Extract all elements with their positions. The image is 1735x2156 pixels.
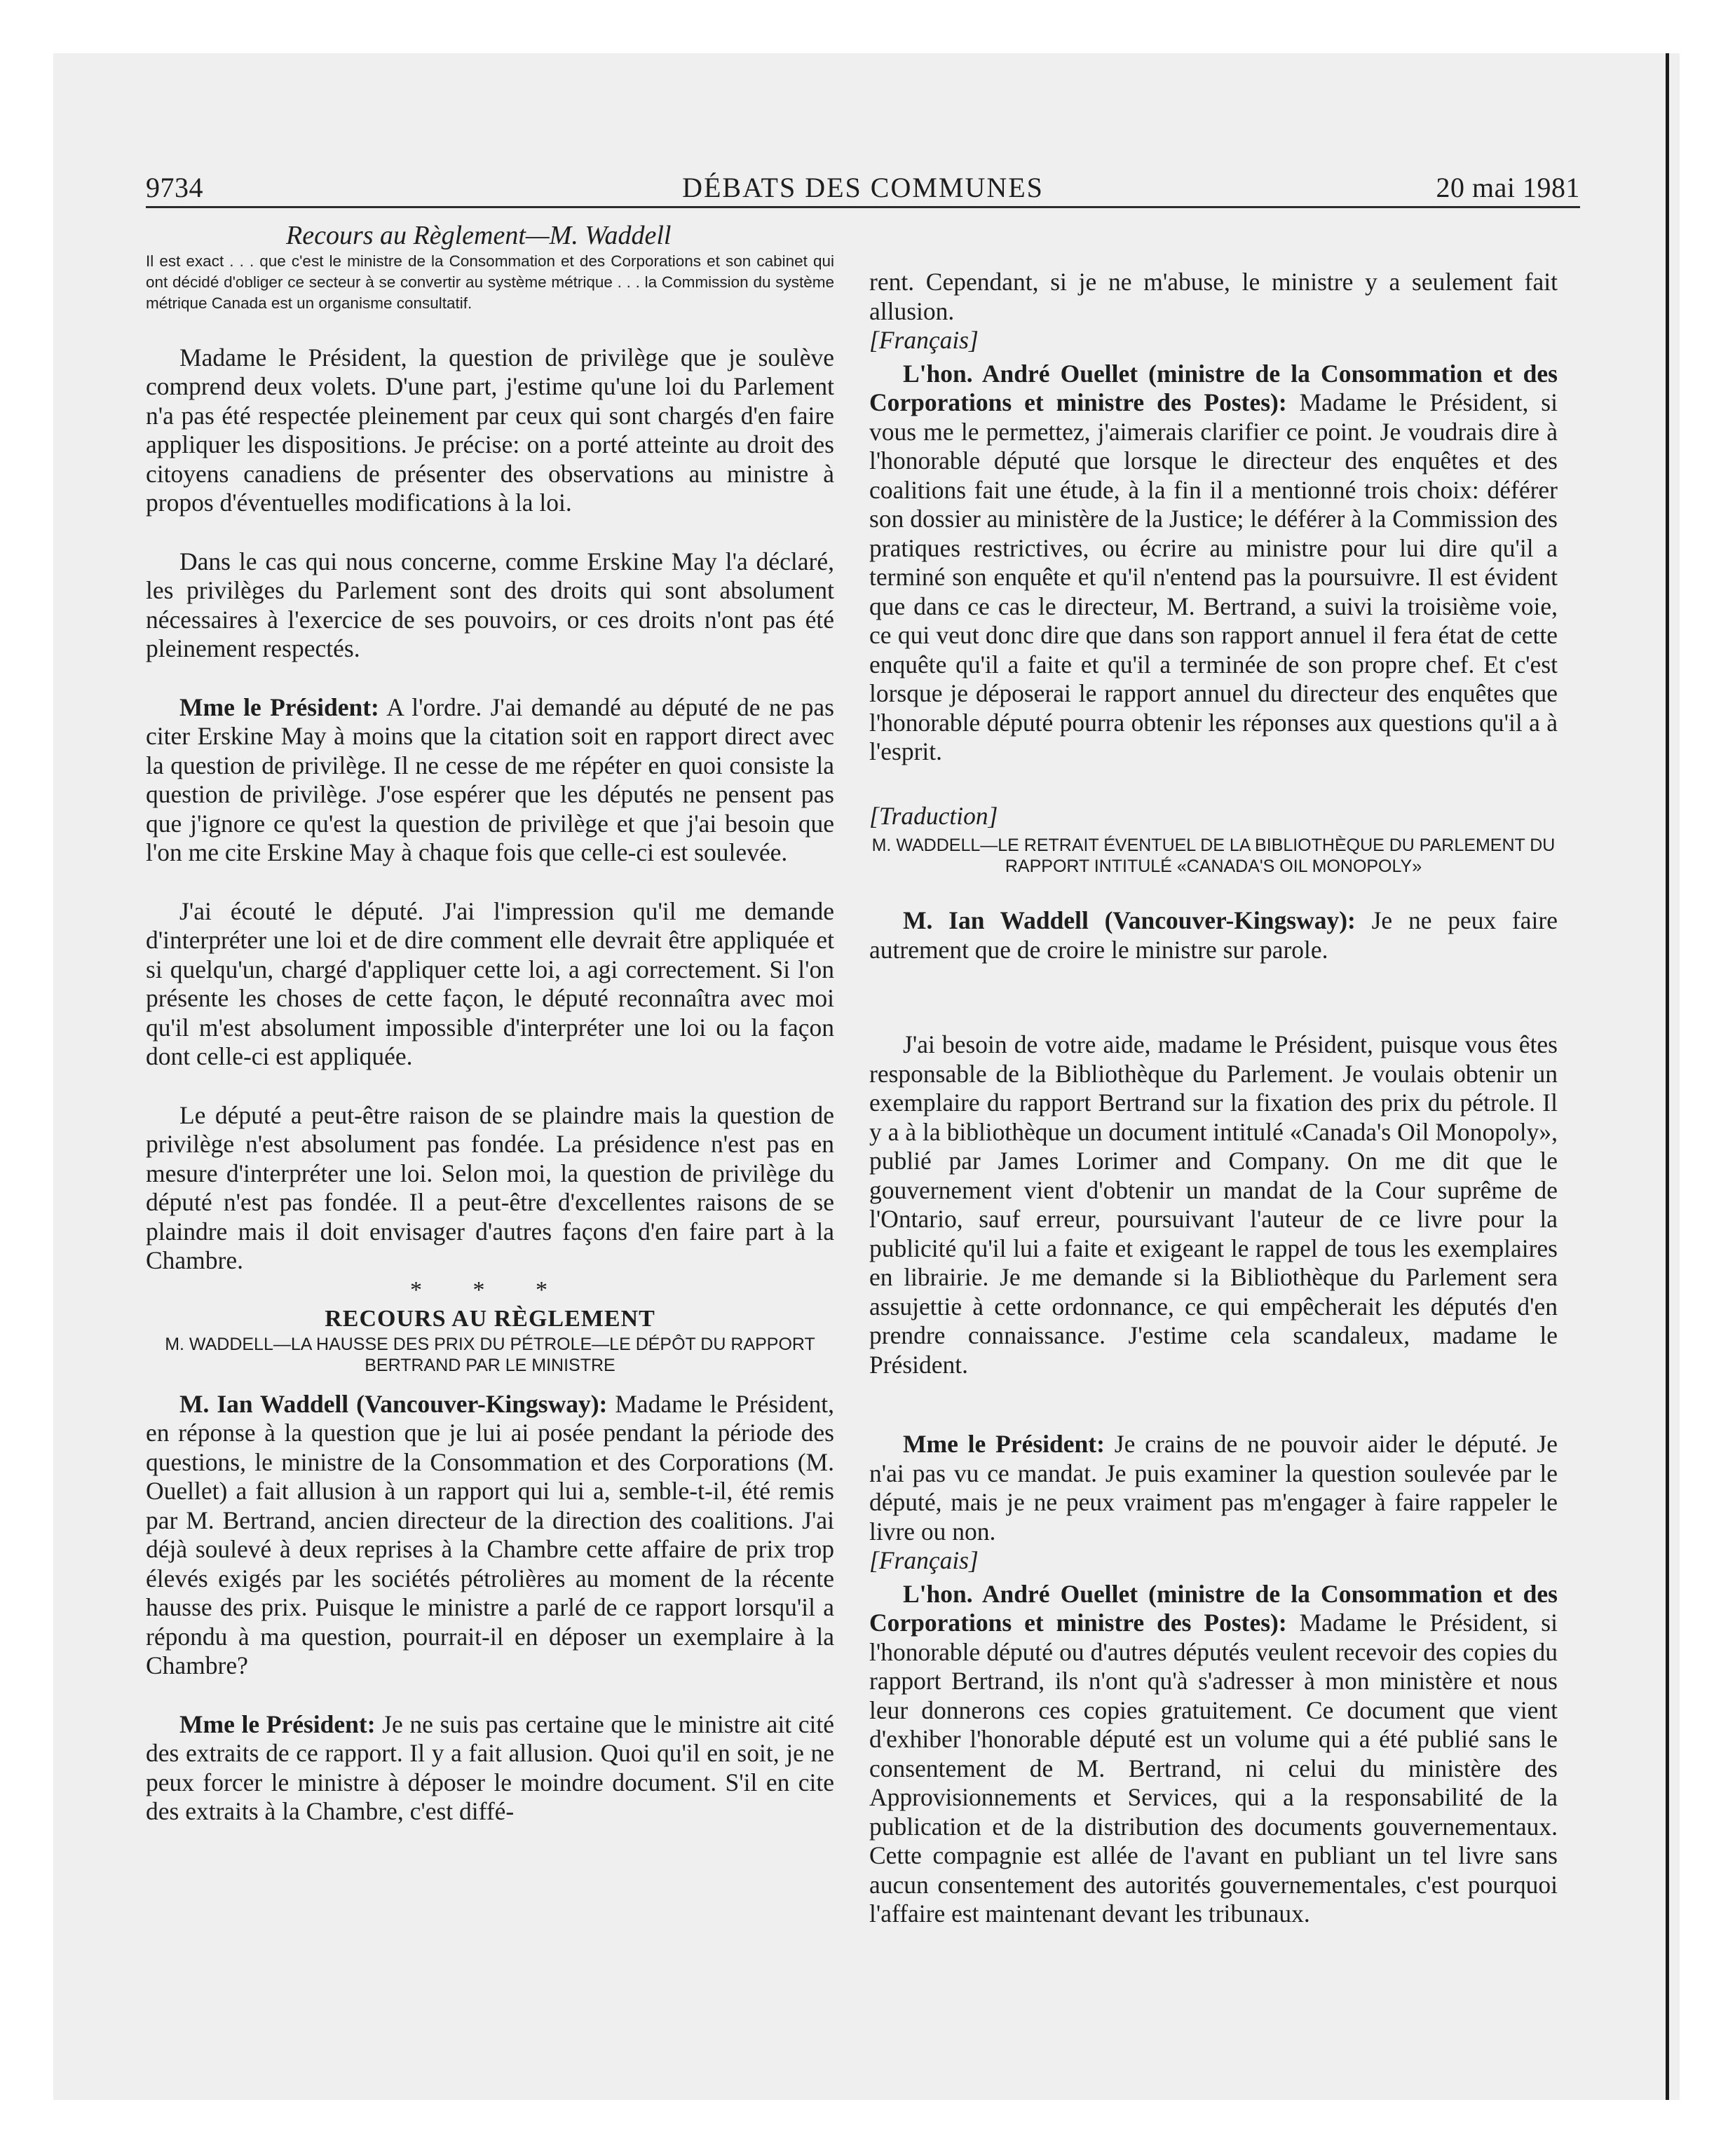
speaker-name: Mme le Président: <box>903 1430 1105 1458</box>
paragraph: Madame le Président, la question de privilège que je soulève comprend deux volets. D'une part, j'estime qu'une loi du Parlement n'a pas été respectée pleinement par ceux qui sont chargés d'en faire appliquer les dispositions. Je précise: on a porté atteinte au droit des citoyens canadiens de présenter des observations au ministre à propos d'éventuelles modifications à la loi. <box>146 343 834 517</box>
paragraph: Dans le cas qui nous concerne, comme Erskine May l'a déclaré, les privilèges du Parlement sont des droits qui sont absolument nécessaires à l'exercice de ses pouvoirs, or ces droits n'ont pas été pleinement respectés. <box>146 547 834 662</box>
paragraph: Le député a peut-être raison de se plaindre mais la question de privilège n'est absolument pas fondée. La présidence n'est pas en mesure d'interpréter une loi. Selon moi, la question de privilège du député n'est pas fondée. Il a peut-être d'excellentes raisons de se plaindre mais il doit envisager d'autres façons d'en faire part à la Chambre. <box>146 1100 834 1274</box>
speaker-name: L'hon. André Ouellet (ministre de la Consommation et des Corporations et ministre des Postes): <box>869 359 1558 416</box>
speech-text: Madame le Président, si vous me le permettez, j'aimerais clarifier ce point. Je voudrais dire à l'honorable député que lorsque le directeur des enquêtes et des coalitions fait une étude, à la fin il a mentionné trois choix: déférer son dossier au ministère de la Justice; le déférer à la Commission des pratiques restrictives, ou écrire au ministre pour lui dire qu'il a terminé son enquête et qu'il n'entend pas la poursuivre. Il est évident que dans ce cas le directeur, M. Bertrand, a suivi la troisième voie, ce qui veut donc dire que dans son rapport annuel il fera état de cette enquête qu'il a faite et qu'il a terminée de son propre chef. Et c'est lorsque je déposerai le rapport annuel du directeur des enquêtes que l'honorable député pourra obtenir les réponses aux questions qu'il a à l'esprit. <box>869 388 1558 765</box>
paragraph <box>146 1390 834 1681</box>
paragraph <box>869 1580 1558 1929</box>
speech-text: Je ne peux faire autrement que de croire le ministre sur parole. <box>869 906 1558 964</box>
page-header <box>146 171 1580 206</box>
speaker-name: M. Ian Waddell (Vancouver-Kingsway): <box>179 1389 608 1418</box>
page-edge-rule <box>1666 53 1669 2100</box>
paragraph <box>146 1710 834 1827</box>
subheading: M. WADDELL—LE RETRAIT ÉVENTUEL DE LA BIBLIOTHÈQUE DU PARLEMENT DU RAPPORT INTITULÉ «CANADA'S OIL MONOPOLY» <box>871 835 1556 876</box>
left-column <box>146 221 834 2065</box>
speech-text: A l'ordre. J'ai demandé au député de ne pas citer Erskine May à moins que la citation soit en rapport direct avec la question de privilège. Il ne cesse de me répéter en quoi consiste la question de privilège. J'ose espérer que les députés ne pensent pas que j'ignore ce qu'est la question de privilège et que j'ai besoin que l'on me cite Erskine May à chaque fois que celle-ci est soulevée. <box>146 692 834 866</box>
speaker-name: Mme le Président: <box>179 692 379 721</box>
speech-text: Je crains de ne pouvoir aider le député. Je n'ai pas vu ce mandat. Je puis examiner la question soulevée par le député, mais je ne peux vraiment pas m'engager à faire rappeler le livre ou non. <box>869 1430 1558 1546</box>
paragraph: rent. Cependant, si je ne m'abuse, le ministre y a seulement fait allusion. <box>869 268 1558 325</box>
speaker-name: L'hon. André Ouellet (ministre de la Consommation et des Corporations et ministre des Postes): <box>869 1579 1558 1637</box>
header-rule <box>146 206 1580 208</box>
speech-text: Madame le Président, en réponse à la question que je lui ai posée pendant la période des questions, le ministre de la Consommation et des Corporations (M. Ouellet) a fait allusion à un rapport qui lui a, semble-t-il, été remis par M. Bertrand, ancien directeur de la direction des coalitions. J'ai déjà soulevé à deux reprises à la Chambre cette affaire de prix trop élevés exigés par les sociétés pétrolières au moment de la récente hausse des prix. Puisque le ministre a parlé de ce rapport lorsqu'il a répondu à ma question, pourrait-il en déposer un exemplaire à la Chambre? <box>146 1389 834 1679</box>
paragraph: J'ai besoin de votre aide, madame le Président, puisque vous êtes responsable de la Bibliothèque du Parlement. Je voulais obtenir un exemplaire du rapport Bertrand sur la fixation des prix du pétrole. Il y a à la bibliothèque un document intitulé «Canada's Oil Monopoly», publié par James Lorimer and Company. On me dit que le gouvernement vient d'obtenir un mandat de la Cour suprême de l'Ontario, sauf erreur, poursuivant l'auteur de ce livre pour la publicité qu'il lui a faite et exigeant le rappel de tous les exemplaires en librairie. Je me demande si la Bibliothèque du Parlement sera assujettie à cette ordonnance, ce qui empêcherait les députés d'en prendre connaissance. J'estime cela scandaleux, madame le Président. <box>869 1030 1558 1379</box>
paragraph <box>146 693 834 868</box>
paragraph <box>869 1430 1558 1546</box>
speech-text: Je ne suis pas certaine que le ministre ait cité des extraits de ce rapport. Il y a fait allusion. Quoi qu'il en soit, je ne peux forcer le ministre à déposer le moindre document. S'il en cite des extraits à la Chambre, c'est diffé- <box>146 1710 834 1825</box>
publication-title: DÉBATS DES COMMUNES <box>682 172 1044 203</box>
running-head: Recours au Règlement—M. Waddell <box>286 221 672 250</box>
section-title: RECOURS AU RÈGLEMENT <box>325 1306 655 1332</box>
language-tag: [Français] <box>869 1546 979 1574</box>
subheading: M. WADDELL—LA HAUSSE DES PRIX DU PÉTROLE—LE DÉPÔT DU RAPPORT BERTRAND PAR LE MINISTRE <box>165 1334 815 1375</box>
publication-date: 20 mai 1981 <box>1436 172 1580 203</box>
paragraph <box>869 360 1558 767</box>
speech-text: Madame le Président, si l'honorable député ou d'autres députés veulent recevoir des copies du rapport Bertrand, ils n'ont qu'à s'adresser à mon ministère et nous leur donnerons ces copies gratuitement. Ce document que vient d'exhiber l'honorable député est un volume qui a été publié sans le consentement de M. Bertrand, ni celui du ministère des Approvisionnements et Services, qui a la responsabilité de la publication et de la distribution des documents gouvernementaux. Cette compagnie est allée de l'avant en publiant un tel livre sans aucun consentement des autorités gouvernementales, c'est pourquoi l'affaire est maintenant devant les tribunaux. <box>869 1609 1558 1928</box>
speaker-name: M. Ian Waddell (Vancouver-Kingsway): <box>903 906 1356 934</box>
page-number: 9734 <box>146 172 203 203</box>
speaker-name: Mme le Président: <box>179 1710 376 1738</box>
language-tag: [Français] <box>869 326 979 354</box>
right-column <box>869 268 1558 2111</box>
section-separator: * * * <box>410 1276 570 1303</box>
language-tag: [Traduction] <box>869 801 998 830</box>
paragraph <box>869 906 1558 964</box>
paragraph: J'ai écouté le député. J'ai l'impression qu'il me demande d'interpréter une loi et de dire comment elle devrait être appliquée et si quelqu'un, chargé d'appliquer cette loi, a agi correctement. Si l'on présente les choses de cette façon, le député reconnaîtra avec moi qu'il m'est absolument impossible d'interpréter une loi ou la façon dont celle-ci est appliquée. <box>146 896 834 1070</box>
block-quote: Il est exact . . . que c'est le ministre de la Consommation et des Corporations et son cabinet qui ont décidé d'obliger ce secteur à se convertir au système métrique . . . la Commission du système métrique Canada est un organisme consultatif. <box>146 252 834 312</box>
